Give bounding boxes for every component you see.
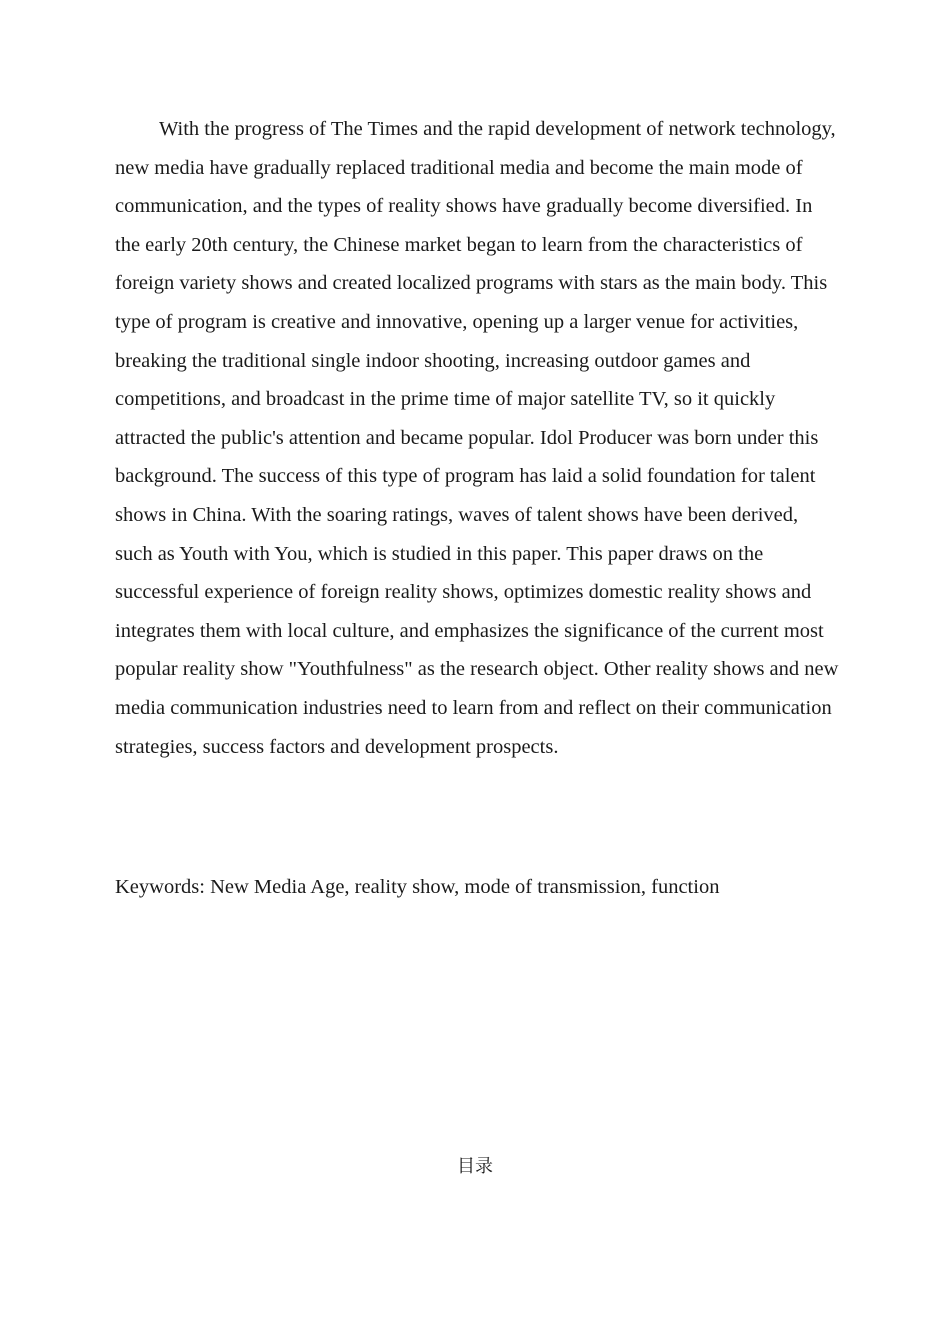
abstract-paragraph: With the progress of The Times and the rapid development of network technology, new media have gradually replaced traditional media and become the main mode of communication, and the types of reality shows have gradually become diversified. In the early 20th century, the Chinese market began to learn from the characteristics of foreign variety shows and created localized programs with stars as the main body. This type of program is creative and innovative, opening up a larger venue for activities, breaking the traditional single indoor shooting, increasing outdoor games and competitions, and broadcast in the prime time of major satellite TV, so it quickly attracted the public's attention and became popular. Idol Producer was born under this background. The success of this type of program has laid a solid foundation for talent shows in China. With the soaring ratings, waves of talent shows have been derived, such as Youth with You, which is studied in this paper. This paper draws on the successful experience of foreign reality shows, optimizes domestic reality shows and integrates them with local culture, and emphasizes the significance of the current most popular reality show "Youthfulness" as the research object. Other reality shows and new media communication industries need to learn from and reflect on their communication strategies, success factors and development prospects. bbox=[115, 118, 839, 758]
table-of-contents-heading: 目录 bbox=[457, 1156, 493, 1177]
keywords-line: Keywords: New Media Age, reality show, mode of transmission, function bbox=[115, 876, 720, 898]
